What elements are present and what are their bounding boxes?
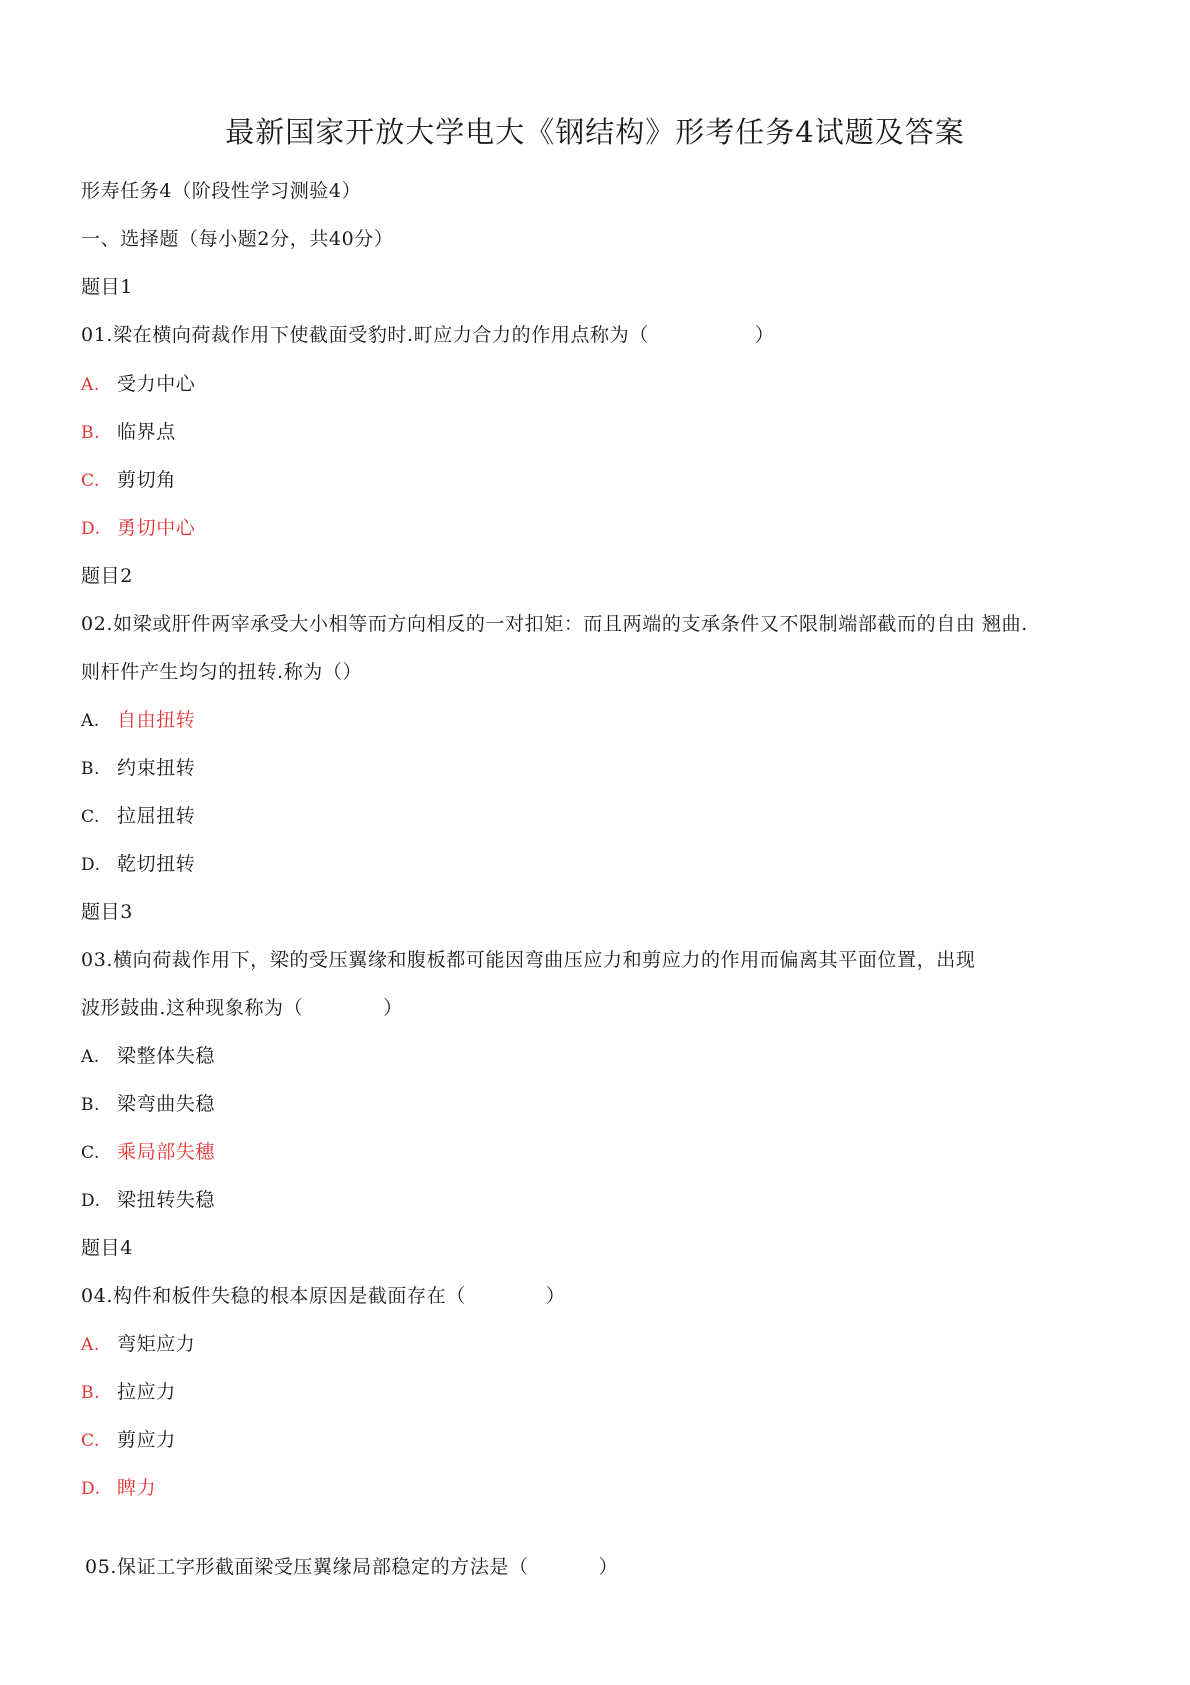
question-1-option-a (81, 371, 195, 398)
question-1-option-d (81, 515, 195, 542)
option-letter: A. (81, 375, 100, 395)
option-text: 梁弯曲失稳 (117, 1093, 216, 1115)
option-text: 受力中心 (117, 373, 196, 395)
option-text: 乾切扭转 (117, 853, 196, 875)
question-1-stem-close: ） (754, 324, 775, 346)
question-3-option-b (81, 1091, 215, 1118)
option-letter: C. (81, 471, 101, 491)
question-4-stem (81, 1283, 565, 1309)
question-3-stem-text: 波形鼓曲.这种现象称为（ (81, 997, 304, 1019)
question-5-stem-close: ） (598, 1556, 619, 1578)
option-text: 梁整体失稳 (117, 1045, 216, 1067)
question-1-option-c (81, 467, 176, 494)
question-4-option-a (81, 1331, 195, 1358)
question-3-stem-line1: 03.横向荷裁作用下，梁的受压翼缘和腹板都可能因弯曲压应力和剪应力的作用而偏离其平面位置，出现 (81, 949, 976, 971)
option-letter: B. (81, 423, 101, 443)
option-letter: C. (81, 807, 101, 827)
question-2-option-b (81, 755, 195, 782)
question-1-option-b (81, 419, 176, 446)
question-1-heading: 题目1 (81, 276, 133, 298)
option-letter: D. (81, 519, 101, 539)
option-text: 自由扭转 (117, 709, 196, 731)
option-letter: B. (81, 1095, 101, 1115)
question-4-option-b (81, 1379, 176, 1406)
option-letter: A. (81, 711, 100, 731)
question-4-stem-close: ） (545, 1285, 566, 1307)
option-text: 临界点 (117, 421, 176, 443)
question-2-option-d (81, 851, 195, 878)
document-title: 最新国家开放大学电大《钢结构》形考任务4试题及答案 (225, 115, 965, 149)
question-2-stem-line1: 02.如梁或肝件两宰承受大小相等而方向相反的一对扣矩：而且两端的支承条件又不限制端部截而的自由 翘曲. (81, 613, 1028, 635)
option-text: 乘局部失穗 (117, 1141, 216, 1163)
question-5-stem-text: 05.保证工字形截面梁受压翼缘局部稳定的方法是（ (85, 1556, 529, 1578)
question-2-heading: 题目2 (81, 565, 133, 587)
option-letter: D. (81, 1191, 101, 1211)
question-2-option-c (81, 803, 195, 830)
option-text: 拉屈扭转 (117, 805, 196, 827)
option-text: 梁扭转失稳 (117, 1189, 216, 1211)
question-4-heading: 题目4 (81, 1237, 133, 1259)
option-letter: B. (81, 759, 101, 779)
question-1-stem (81, 322, 774, 348)
question-3-option-d (81, 1187, 215, 1214)
question-3-stem-close: ） (383, 997, 403, 1019)
question-1-stem-text: 01.梁在横向荷裁作用下使截面受豹时.町应力合力的作用点称为（ (81, 324, 649, 346)
question-3-option-c (81, 1139, 215, 1166)
option-text: 睥力 (117, 1477, 157, 1499)
question-3-stem-line2 (81, 995, 403, 1021)
question-4-option-c (81, 1427, 176, 1454)
question-5-stem (85, 1554, 618, 1580)
option-letter: C. (81, 1431, 101, 1451)
option-letter: D. (81, 855, 101, 875)
option-text: 拉应力 (117, 1381, 176, 1403)
option-text: 勇切中心 (117, 517, 196, 539)
option-text: 剪切角 (117, 469, 176, 491)
option-text: 弯矩应力 (117, 1333, 196, 1355)
option-letter: A. (81, 1335, 100, 1355)
task-subtitle: 形寿任务4（阶段性学习测验4） (81, 180, 362, 202)
question-4-option-d (81, 1475, 156, 1502)
option-text: 约束扭转 (117, 757, 196, 779)
option-letter: B. (81, 1383, 101, 1403)
question-2-option-a (81, 707, 195, 734)
question-3-option-a (81, 1043, 215, 1070)
section-heading: 一、选择题（每小题2分，共40分） (81, 228, 394, 250)
option-letter: A. (81, 1047, 100, 1067)
question-3-heading: 题目3 (81, 901, 133, 923)
option-text: 剪应力 (117, 1429, 176, 1451)
question-2-stem-line2: 则杆件产生均匀的扭转.称为（） (81, 661, 363, 683)
option-letter: C. (81, 1143, 101, 1163)
option-letter: D. (81, 1479, 101, 1499)
question-4-stem-text: 04.构件和板件失稳的根本原因是截面存在（ (81, 1285, 466, 1307)
